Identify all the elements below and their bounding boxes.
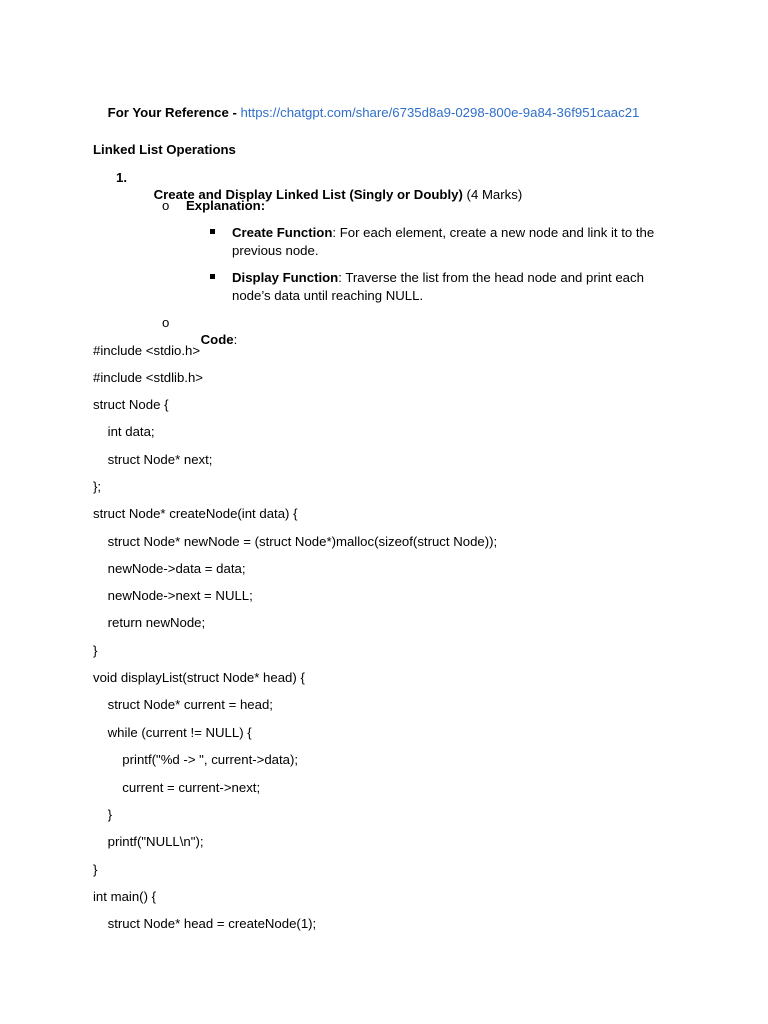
- code-line: struct Node* newNode = (struct Node*)malloc(sizeof(struct Node));: [93, 534, 498, 549]
- code-line: struct Node {: [93, 397, 169, 412]
- code-line: printf("%d -> ", current->data);: [93, 752, 299, 767]
- code-line: }: [93, 643, 98, 658]
- code-line: int data;: [93, 424, 155, 439]
- bullet-term: Display Function: [232, 270, 339, 285]
- code-line: struct Node* current = head;: [93, 697, 273, 712]
- code-line: newNode->data = data;: [93, 561, 246, 576]
- code-line: return newNode;: [93, 615, 206, 630]
- item-marks: (4 Marks): [462, 187, 523, 202]
- code-line: struct Node* head = createNode(1);: [93, 916, 317, 931]
- code-line: #include <stdlib.h>: [93, 370, 203, 385]
- bullet-display-function: [232, 269, 682, 305]
- bullet-create-function: [232, 224, 682, 260]
- code-line: #include <stdio.h>: [93, 343, 201, 358]
- reference-link[interactable]: https://chatgpt.com/share/6735d8a9-0298-800e-9a84-36f951caac21: [240, 105, 640, 120]
- code-label-suffix: :: [233, 332, 238, 347]
- code-line: struct Node* next;: [93, 452, 213, 467]
- item-number: 1.: [116, 170, 127, 185]
- code-line: newNode->next = NULL;: [93, 588, 253, 603]
- bullet-text: : Traverse the list from the head node and print each node’s data until reaching NULL.: [232, 270, 644, 303]
- code-label: Code: [200, 332, 234, 347]
- square-bullet-icon: [210, 274, 215, 279]
- code-line: };: [93, 479, 102, 494]
- explanation-marker: o: [162, 198, 170, 213]
- code-line: while (current != NULL) {: [93, 725, 252, 740]
- code-marker: o: [162, 315, 170, 330]
- reference-line: [93, 87, 639, 138]
- item-title: Create and Display Linked List (Singly or Doubly): [153, 187, 463, 202]
- reference-prefix: For Your Reference -: [107, 105, 241, 120]
- bullet-term: Create Function: [232, 225, 333, 240]
- explanation-label: Explanation:: [186, 198, 266, 213]
- bullet-text: : For each element, create a new node and link it to the previous node.: [232, 225, 655, 258]
- code-line: void displayList(struct Node* head) {: [93, 670, 305, 685]
- code-line: int main() {: [93, 889, 157, 904]
- code-line: current = current->next;: [93, 780, 261, 795]
- code-line: struct Node* createNode(int data) {: [93, 506, 298, 521]
- code-line: }: [93, 807, 113, 822]
- square-bullet-icon: [210, 229, 215, 234]
- code-line: }: [93, 862, 98, 877]
- section-title: Linked List Operations: [93, 142, 236, 157]
- code-line: printf("NULL\n");: [93, 834, 204, 849]
